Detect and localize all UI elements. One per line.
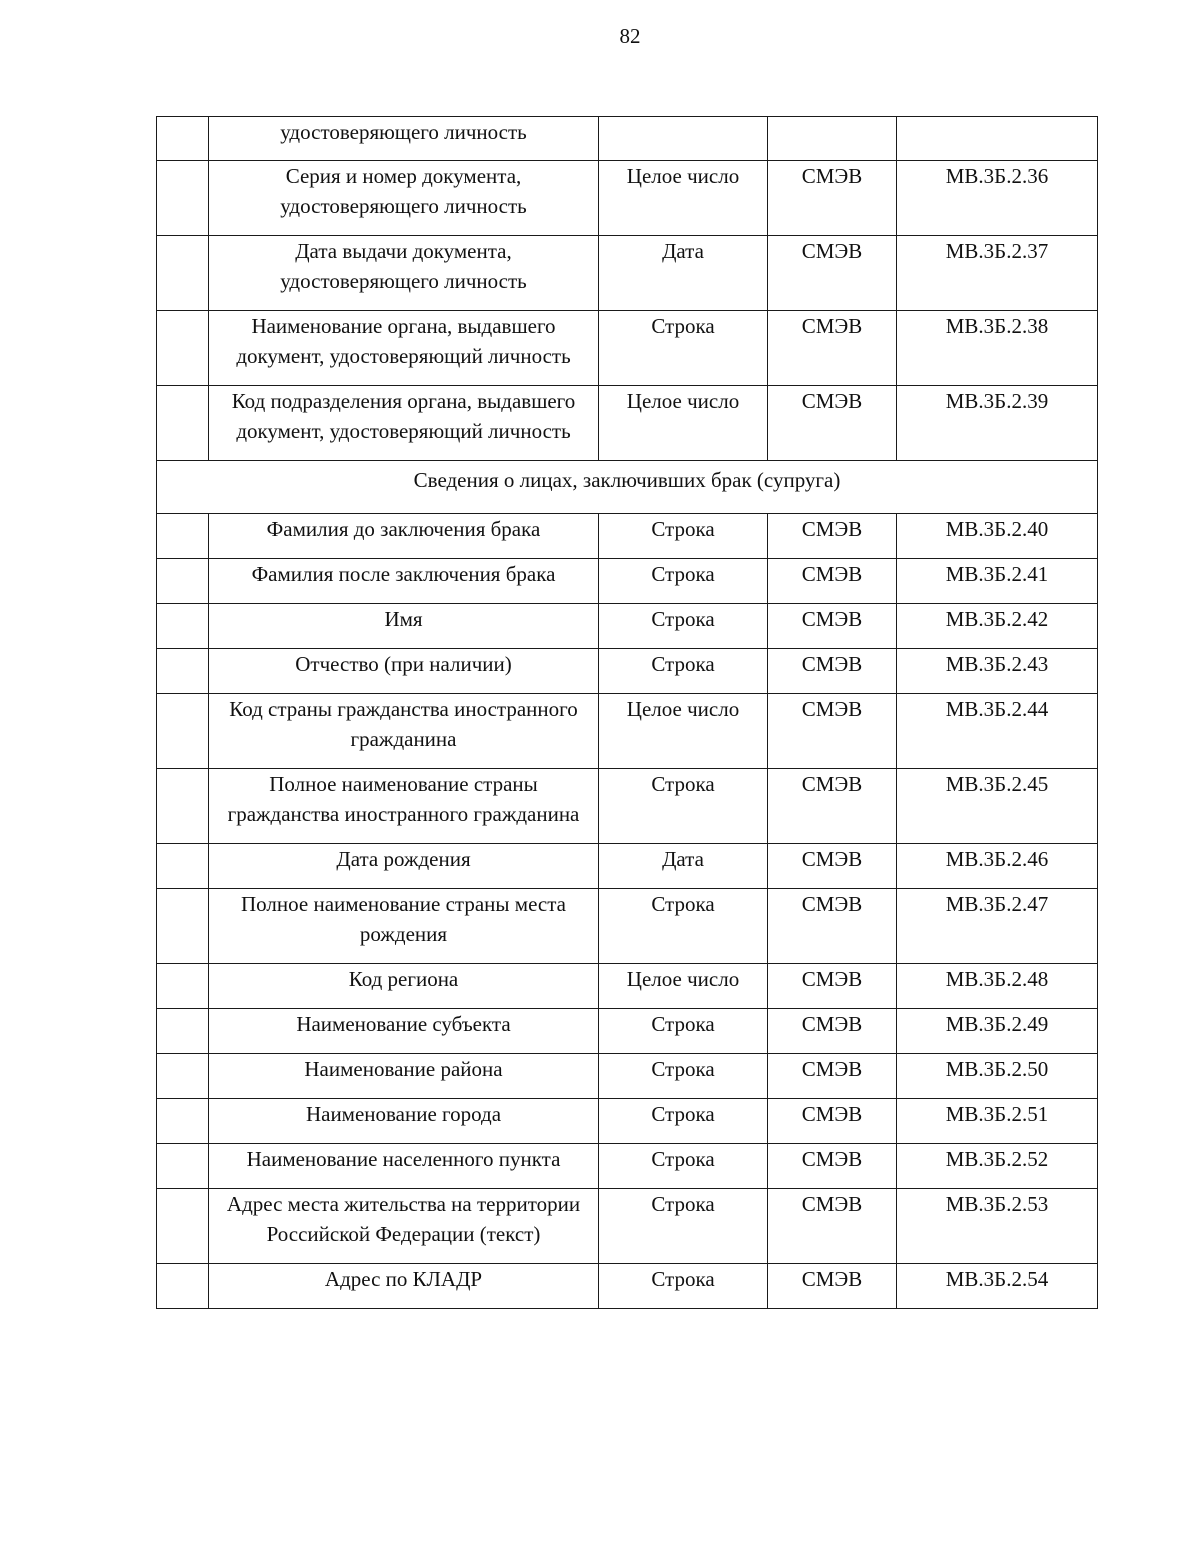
row-number-cell <box>157 1054 209 1099</box>
data-type-cell: Целое число <box>599 964 768 1009</box>
source-cell: СМЭВ <box>768 769 897 844</box>
source-cell: СМЭВ <box>768 604 897 649</box>
table-row <box>157 386 1098 461</box>
row-number-cell <box>157 236 209 311</box>
table-row <box>157 694 1098 769</box>
field-code-cell: МВ.3Б.2.54 <box>897 1264 1098 1309</box>
source-cell: СМЭВ <box>768 1099 897 1144</box>
attributes-table <box>156 116 1098 1309</box>
row-number-cell <box>157 386 209 461</box>
field-code-cell: МВ.3Б.2.53 <box>897 1189 1098 1264</box>
field-name-cell: Отчество (при наличии) <box>209 649 599 694</box>
data-type-cell: Строка <box>599 1054 768 1099</box>
row-number-cell <box>157 311 209 386</box>
data-type-cell: Строка <box>599 1144 768 1189</box>
data-type-cell: Строка <box>599 311 768 386</box>
table-row <box>157 161 1098 236</box>
field-name-cell: Полное наименование страны места рождения <box>209 889 599 964</box>
field-code-cell: МВ.3Б.2.50 <box>897 1054 1098 1099</box>
row-number-cell <box>157 514 209 559</box>
data-type-cell: Целое число <box>599 161 768 236</box>
field-code-cell: МВ.3Б.2.39 <box>897 386 1098 461</box>
source-cell: СМЭВ <box>768 514 897 559</box>
table-row <box>157 236 1098 311</box>
source-cell: СМЭВ <box>768 161 897 236</box>
field-name-cell: Адрес по КЛАДР <box>209 1264 599 1309</box>
source-cell: СМЭВ <box>768 236 897 311</box>
field-name-cell: Наименование населенного пункта <box>209 1144 599 1189</box>
source-cell: СМЭВ <box>768 559 897 604</box>
row-number-cell <box>157 1264 209 1309</box>
field-code-cell: МВ.3Б.2.38 <box>897 311 1098 386</box>
field-code-cell: МВ.3Б.2.41 <box>897 559 1098 604</box>
data-type-cell: Строка <box>599 559 768 604</box>
data-type-cell: Дата <box>599 844 768 889</box>
spouse-rows <box>157 514 1098 1309</box>
source-cell: СМЭВ <box>768 964 897 1009</box>
source-cell: СМЭВ <box>768 694 897 769</box>
field-code-cell: МВ.3Б.2.44 <box>897 694 1098 769</box>
row-number-cell <box>157 964 209 1009</box>
field-code-cell: МВ.3Б.2.43 <box>897 649 1098 694</box>
table-row <box>157 769 1098 844</box>
row-number-cell <box>157 559 209 604</box>
table-row <box>157 1099 1098 1144</box>
field-code-cell: МВ.3Б.2.47 <box>897 889 1098 964</box>
table-row <box>157 604 1098 649</box>
page-number: 82 <box>619 24 641 48</box>
table-row <box>157 1264 1098 1309</box>
table-row <box>157 559 1098 604</box>
source-cell: СМЭВ <box>768 844 897 889</box>
field-name-cell: удостоверяющего личность <box>209 117 599 161</box>
table-row <box>157 1189 1098 1264</box>
data-type-cell <box>599 117 768 161</box>
field-code-cell: МВ.3Б.2.36 <box>897 161 1098 236</box>
table-row <box>157 1054 1098 1099</box>
source-cell: СМЭВ <box>768 1189 897 1264</box>
table-row <box>157 1144 1098 1189</box>
field-code-cell: МВ.3Б.2.48 <box>897 964 1098 1009</box>
table-row <box>157 1009 1098 1054</box>
source-cell: СМЭВ <box>768 1054 897 1099</box>
row-number-cell <box>157 1144 209 1189</box>
field-name-cell: Имя <box>209 604 599 649</box>
data-type-cell: Строка <box>599 889 768 964</box>
row-number-cell <box>157 1099 209 1144</box>
data-type-cell: Строка <box>599 1264 768 1309</box>
field-name-cell: Адрес места жительства на территории Российской Федерации (текст) <box>209 1189 599 1264</box>
row-number-cell <box>157 844 209 889</box>
data-type-cell: Строка <box>599 769 768 844</box>
source-cell: СМЭВ <box>768 1144 897 1189</box>
data-type-cell: Целое число <box>599 694 768 769</box>
field-code-cell: МВ.3Б.2.42 <box>897 604 1098 649</box>
row-number-cell <box>157 889 209 964</box>
row-number-cell <box>157 117 209 161</box>
data-type-cell: Строка <box>599 604 768 649</box>
field-name-cell: Дата рождения <box>209 844 599 889</box>
source-cell: СМЭВ <box>768 649 897 694</box>
table-row <box>157 844 1098 889</box>
data-type-cell: Строка <box>599 649 768 694</box>
source-cell: СМЭВ <box>768 386 897 461</box>
table-row-continuation <box>157 117 1098 161</box>
field-code-cell: МВ.3Б.2.40 <box>897 514 1098 559</box>
table-row <box>157 889 1098 964</box>
row-number-cell <box>157 769 209 844</box>
row-number-cell <box>157 1009 209 1054</box>
row-number-cell <box>157 604 209 649</box>
source-cell: СМЭВ <box>768 1009 897 1054</box>
field-name-cell: Код региона <box>209 964 599 1009</box>
data-type-cell: Строка <box>599 1009 768 1054</box>
row-number-cell <box>157 1189 209 1264</box>
data-type-cell: Строка <box>599 514 768 559</box>
field-name-cell: Наименование субъекта <box>209 1009 599 1054</box>
field-code-cell: МВ.3Б.2.49 <box>897 1009 1098 1054</box>
field-name-cell: Полное наименование страны гражданства иностранного гражданина <box>209 769 599 844</box>
section-header-row <box>157 461 1098 514</box>
field-name-cell: Фамилия после заключения брака <box>209 559 599 604</box>
source-cell <box>768 117 897 161</box>
field-name-cell: Наименование органа, выдавшего документ, удостоверяющий личность <box>209 311 599 386</box>
field-name-cell: Наименование города <box>209 1099 599 1144</box>
field-code-cell: МВ.3Б.2.45 <box>897 769 1098 844</box>
field-code-cell: МВ.3Б.2.52 <box>897 1144 1098 1189</box>
field-name-cell: Дата выдачи документа, удостоверяющего личность <box>209 236 599 311</box>
data-type-cell: Строка <box>599 1189 768 1264</box>
source-cell: СМЭВ <box>768 889 897 964</box>
field-code-cell: МВ.3Б.2.46 <box>897 844 1098 889</box>
field-name-cell: Код подразделения органа, выдавшего документ, удостоверяющий личность <box>209 386 599 461</box>
field-code-cell: МВ.3Б.2.51 <box>897 1099 1098 1144</box>
section-title: Сведения о лицах, заключивших брак (супруга) <box>157 461 1098 514</box>
data-type-cell: Строка <box>599 1099 768 1144</box>
row-number-cell <box>157 694 209 769</box>
source-cell: СМЭВ <box>768 1264 897 1309</box>
table-row <box>157 964 1098 1009</box>
table-row <box>157 311 1098 386</box>
table-row <box>157 514 1098 559</box>
row-number-cell <box>157 161 209 236</box>
attributes-table-body <box>157 117 1098 514</box>
field-code-cell: МВ.3Б.2.37 <box>897 236 1098 311</box>
field-name-cell: Код страны гражданства иностранного гражданина <box>209 694 599 769</box>
field-name-cell: Серия и номер документа, удостоверяющего личность <box>209 161 599 236</box>
field-code-cell <box>897 117 1098 161</box>
table-row <box>157 649 1098 694</box>
field-name-cell: Фамилия до заключения брака <box>209 514 599 559</box>
data-type-cell: Дата <box>599 236 768 311</box>
field-name-cell: Наименование района <box>209 1054 599 1099</box>
row-number-cell <box>157 649 209 694</box>
data-type-cell: Целое число <box>599 386 768 461</box>
source-cell: СМЭВ <box>768 311 897 386</box>
